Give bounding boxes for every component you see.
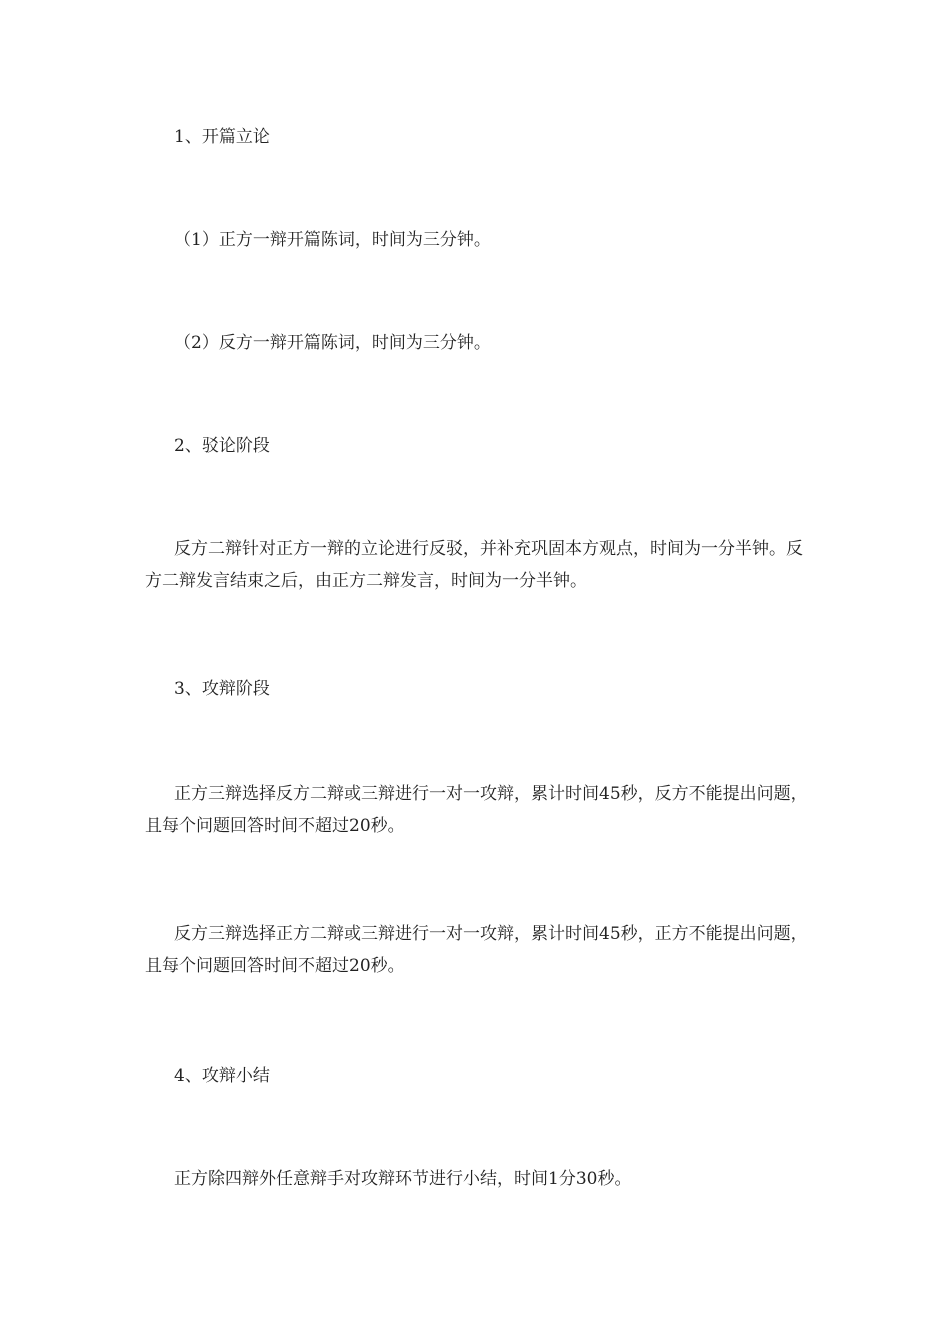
paragraph-summary-rules: 正方除四辩外任意辩手对攻辩环节进行小结，时间1分30秒。	[174, 1169, 632, 1189]
paragraph-negative-cross-examination: 反方三辩选择正方二辩或三辩进行一对一攻辩，累计时间45秒，正方不能提出问题，且每个问题回答时间不超过20秒。	[145, 924, 808, 976]
paragraph-affirmative-first-speech: （1）正方一辩开篇陈词，时间为三分钟。	[174, 230, 491, 250]
paragraph-negative-first-speech: （2）反方一辩开篇陈词，时间为三分钟。	[174, 333, 491, 353]
section-heading-rebuttal: 2、驳论阶段	[174, 436, 270, 456]
paragraph-rebuttal-rules: 反方二辩针对正方一辩的立论进行反驳，并补充巩固本方观点，时间为一分半钟。反方二辩发言结束之后，由正方二辩发言，时间为一分半钟。	[145, 539, 803, 591]
section-heading-cross-examination: 3、攻辩阶段	[174, 679, 270, 699]
section-heading-opening: 1、开篇立论	[174, 127, 270, 147]
paragraph-affirmative-cross-examination: 正方三辩选择反方二辩或三辩进行一对一攻辩，累计时间45秒，反方不能提出问题，且每个问题回答时间不超过20秒。	[145, 784, 808, 836]
section-heading-cross-examination-summary: 4、攻辩小结	[174, 1066, 270, 1086]
